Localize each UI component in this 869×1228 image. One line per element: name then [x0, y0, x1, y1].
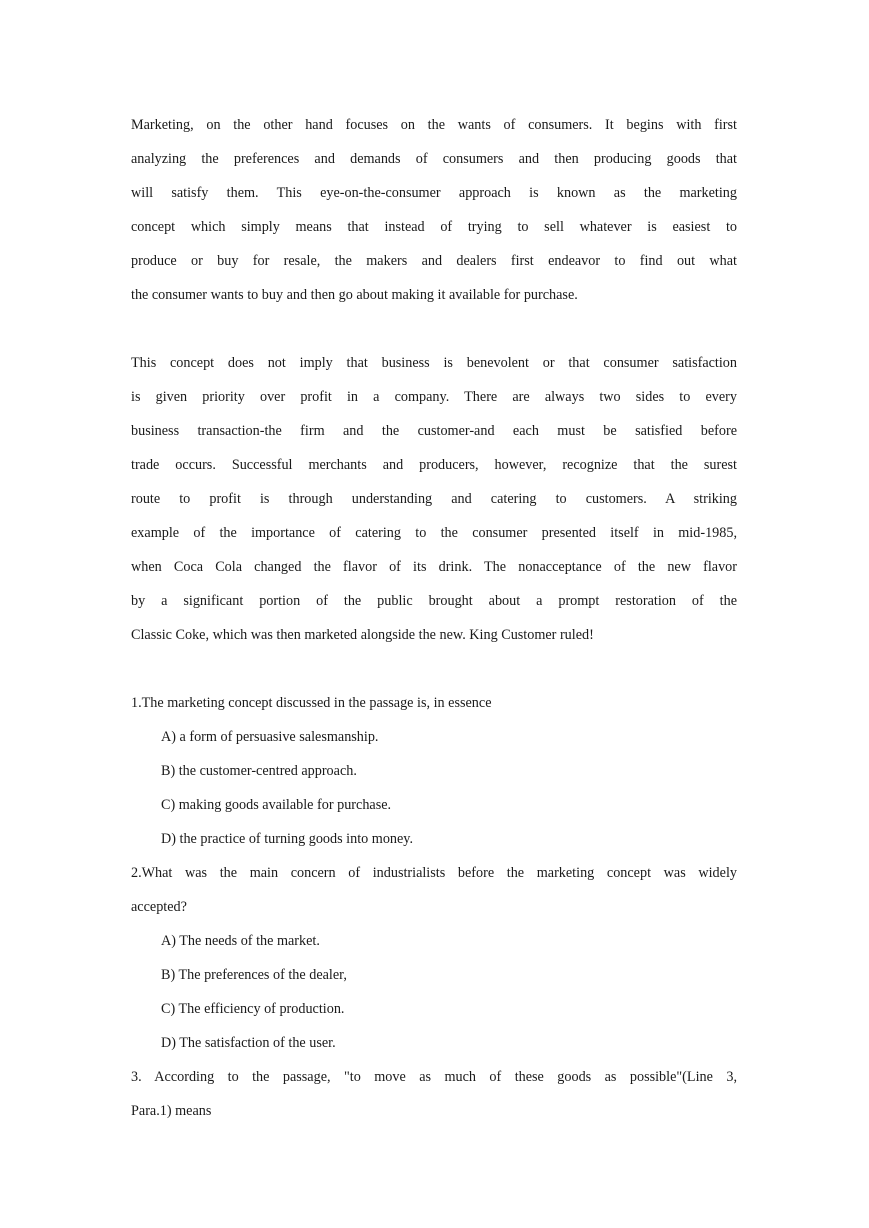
paragraph-line: is given priority over profit in a company. There are always two sides to every: [131, 389, 737, 405]
paragraph-1: [131, 108, 737, 312]
answer-option: C) making goods available for purchase.: [161, 797, 392, 813]
paragraph-line: analyzing the preferences and demands of consumers and then producing goods that: [131, 151, 737, 167]
question-1: [131, 686, 737, 856]
answer-option: A) The needs of the market.: [161, 933, 320, 949]
question-stem: 2.What was the main concern of industrialists before the marketing concept was widely: [131, 865, 737, 881]
answer-option: C) The efficiency of production.: [161, 1001, 345, 1017]
document-page: [131, 108, 737, 1128]
question-stem: Para.1) means: [131, 1103, 212, 1119]
answer-option: A) a form of persuasive salesmanship.: [161, 729, 379, 745]
question-stem: accepted?: [131, 899, 187, 915]
paragraph-line: by a significant portion of the public brought about a prompt restoration of the: [131, 593, 737, 609]
answer-option: B) The preferences of the dealer,: [161, 967, 347, 983]
paragraph-line: Classic Coke, which was then marketed alongside the new. King Customer ruled!: [131, 627, 594, 643]
paragraph-spacer: [131, 312, 737, 346]
answer-option: D) the practice of turning goods into money.: [161, 831, 414, 847]
answer-option: D) The satisfaction of the user.: [161, 1035, 336, 1051]
paragraph-line: business transaction-the firm and the customer-and each must be satisfied before: [131, 423, 737, 439]
question-stem: 1.The marketing concept discussed in the passage is, in essence: [131, 695, 492, 711]
paragraph-line: will satisfy them. This eye-on-the-consumer approach is known as the marketing: [131, 185, 737, 201]
paragraph-line: Marketing, on the other hand focuses on the wants of consumers. It begins with first: [131, 117, 737, 133]
answer-option: B) the customer-centred approach.: [161, 763, 357, 779]
paragraph-2: [131, 346, 737, 652]
paragraph-line: the consumer wants to buy and then go about making it available for purchase.: [131, 287, 578, 303]
question-3: [131, 1060, 737, 1128]
paragraph-line: route to profit is through understanding and catering to customers. A striking: [131, 491, 737, 507]
question-stem: 3. According to the passage, "to move as much of these goods as possible"(Line 3,: [131, 1069, 737, 1085]
paragraph-line: concept which simply means that instead of trying to sell whatever is easiest to: [131, 219, 737, 235]
paragraph-line: when Coca Cola changed the flavor of its drink. The nonacceptance of the new flavor: [131, 559, 737, 575]
paragraph-line: example of the importance of catering to the consumer presented itself in mid-1985,: [131, 525, 737, 541]
paragraph-line: trade occurs. Successful merchants and producers, however, recognize that the surest: [131, 457, 737, 473]
question-2: [131, 856, 737, 1060]
paragraph-line: produce or buy for resale, the makers and dealers first endeavor to find out what: [131, 253, 737, 269]
paragraph-spacer: [131, 652, 737, 686]
paragraph-line: This concept does not imply that business is benevolent or that consumer satisfaction: [131, 355, 737, 371]
